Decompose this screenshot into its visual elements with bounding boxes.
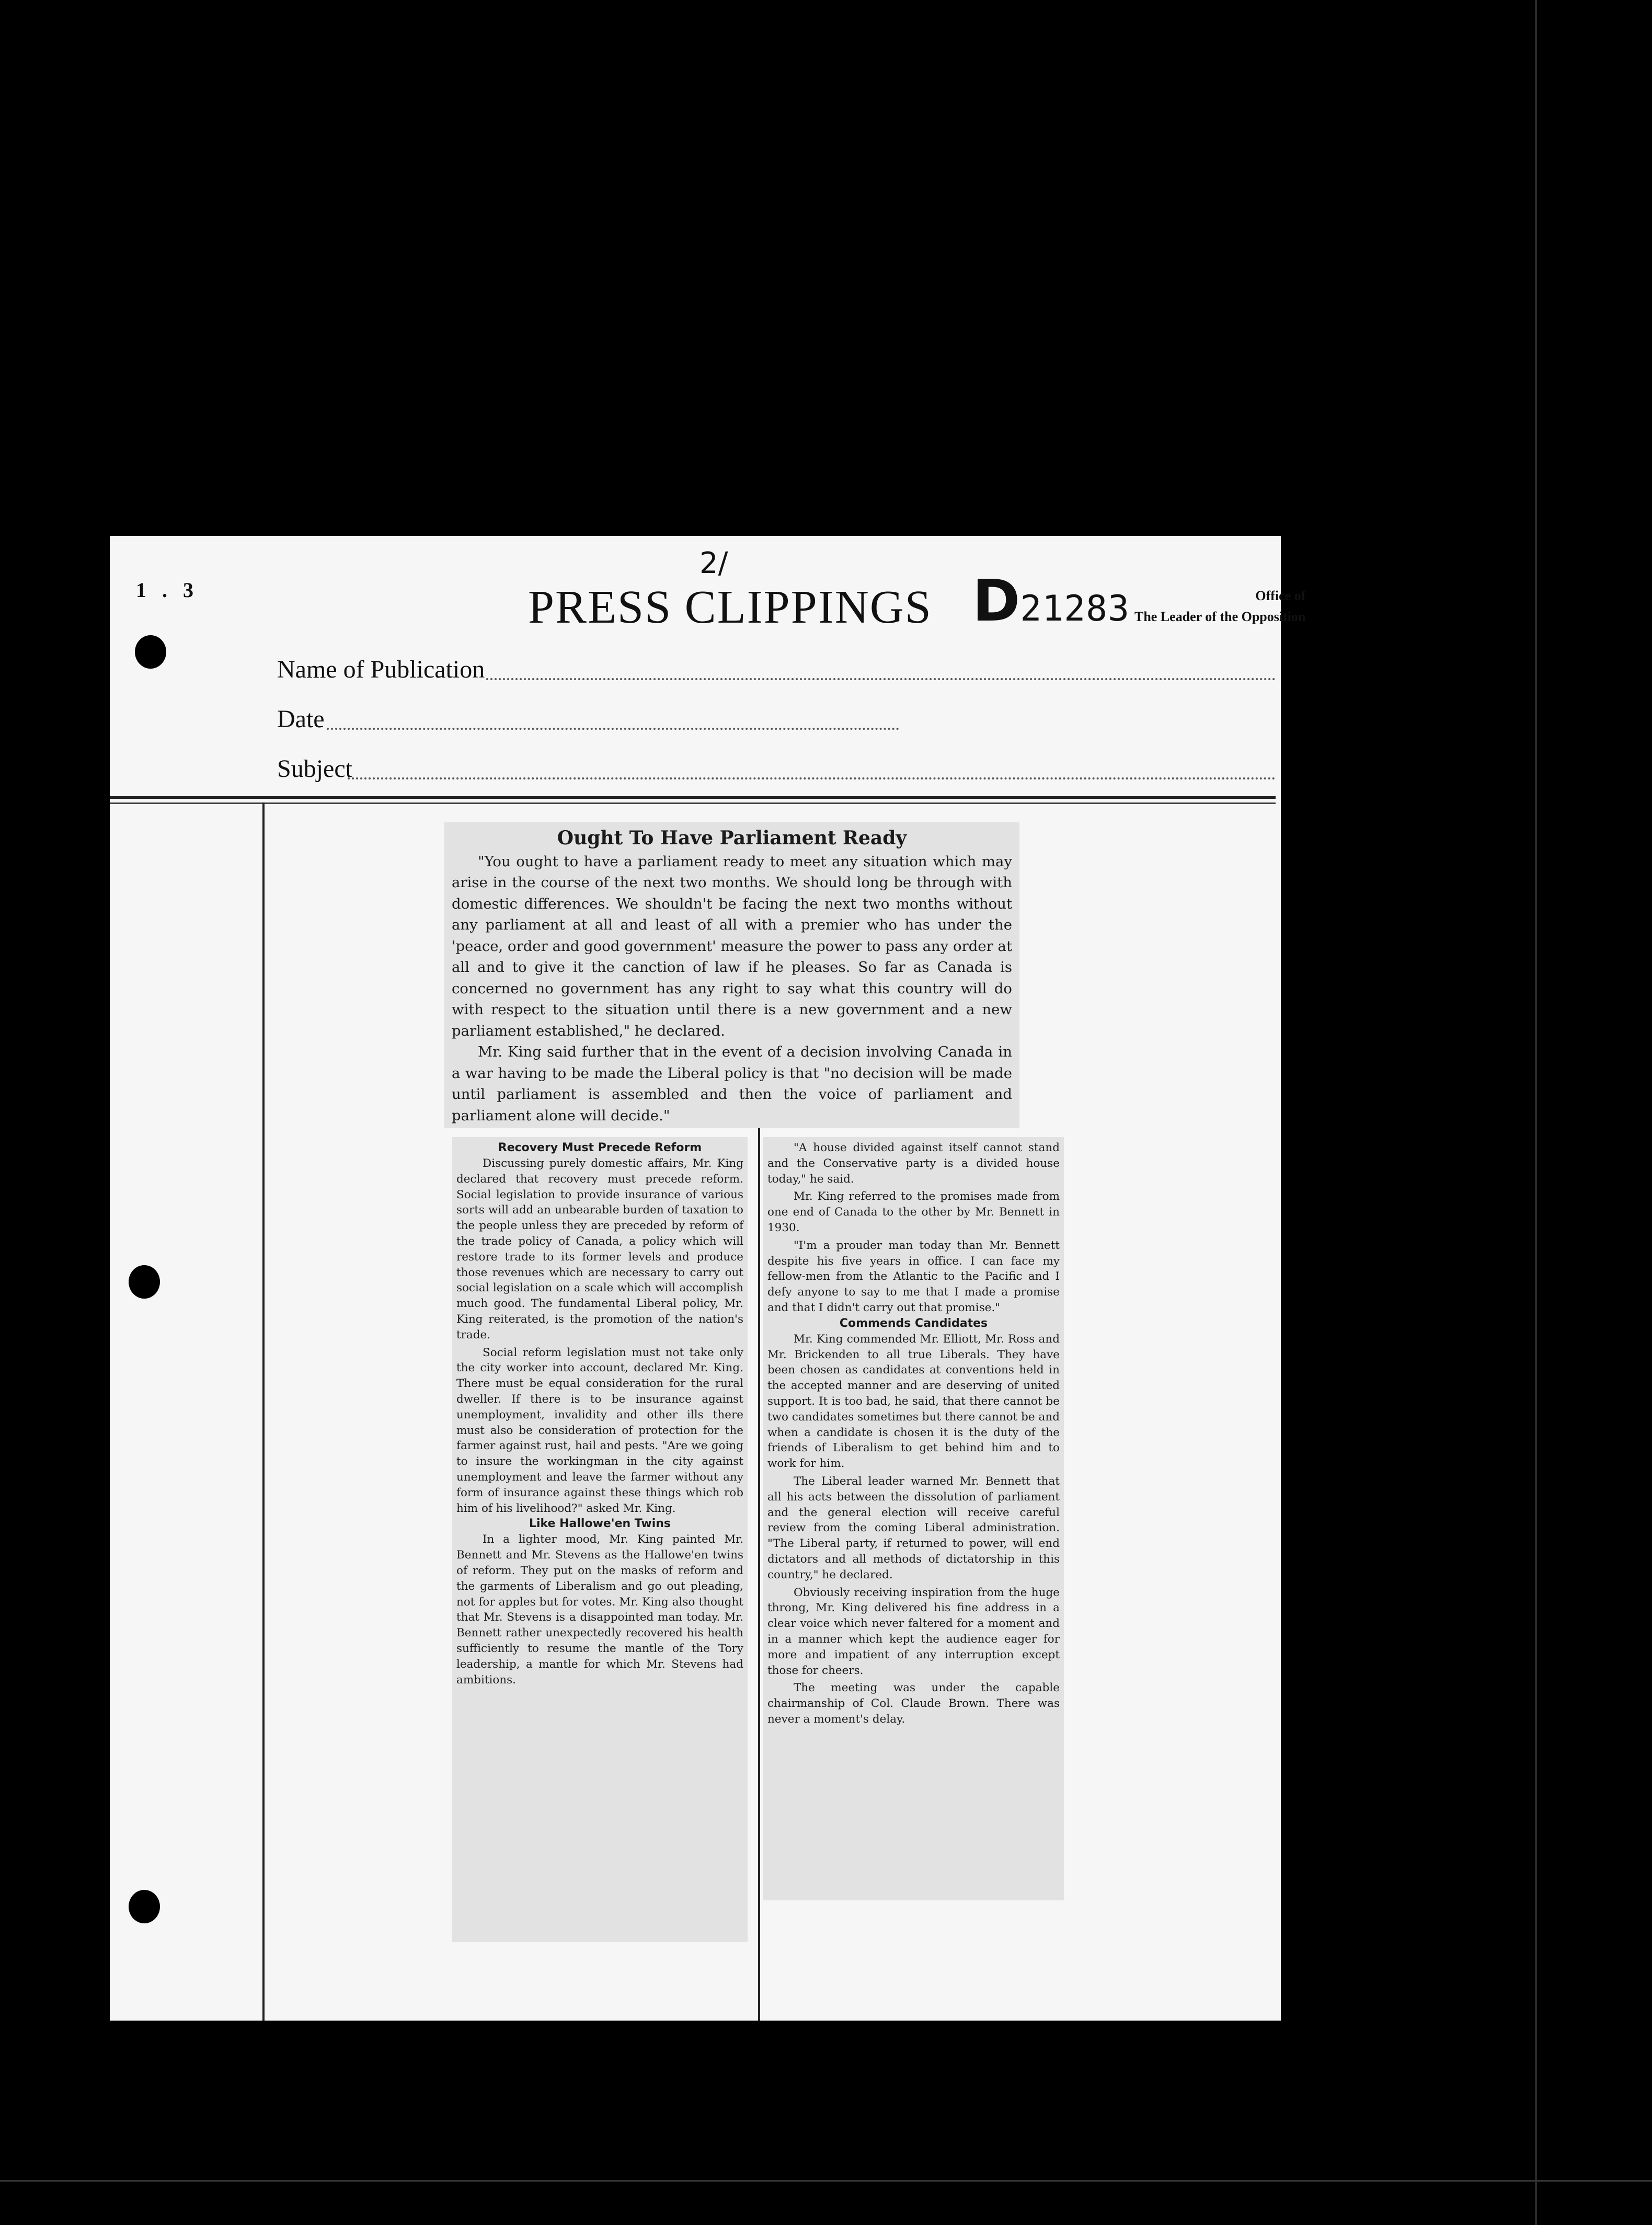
clipping-paragraph: Discussing purely domestic affairs, Mr. King declared that recovery must precede reform. Social legislation to provide insurance of various sorts will add an unbearable burden of taxation to the people unless they are preceded by reform of the trade policy of Canada, a policy which will restore trade to its former levels and produce those revenues which are necessary to carry out social legislation on a scale which will accomplish much good. The fundamental Liberal policy, Mr. King reiterated, is the promotion of the nation's trade. bbox=[456, 1157, 743, 1341]
date-label: Date bbox=[277, 705, 325, 733]
press-clipping-sheet bbox=[110, 536, 1306, 2021]
subheading: Commends Candidates bbox=[839, 1316, 988, 1330]
page-title: PRESS CLIPPINGS bbox=[528, 581, 932, 633]
clipping-paragraph: Mr. King commended Mr. Elliott, Mr. Ross and Mr. Brickenden to all true Liberals. They have been chosen as candidates at conventions held in the accepted manner and are deserving of united support. It is too bad, he said, that there cannot be two candidates sometimes but there cannot be and when a candidate is chosen it is the duty of the friends of Liberalism to get behind him and to work for him. bbox=[767, 1332, 1060, 1471]
clipping-paragraph: Social reform legislation must not take only the city worker into account, declared Mr. King. There must be equal consideration for the rural dweller. If there is to be insurance against unemployment, invalidity and other ills there must also be consideration of protection for the farmer against rust, hail and pests. "Are we going to insure the workingman in the city against unemployment and leave the farmer without any form of insurance against these things which rob him of his livelihood?" asked Mr. King. bbox=[456, 1346, 743, 1515]
publication-label: Name of Publication bbox=[277, 656, 485, 683]
clipping-paragraph: Obviously receiving inspiration from the huge throng, Mr. King delivered his fine address in a clear voice which never faltered for a moment and in a manner which kept the audience eager for more and impatient of any interruption except those for cheers. bbox=[767, 1586, 1060, 1677]
office-line-1: Office of bbox=[1255, 588, 1306, 603]
clipping-paragraph: "I'm a prouder man today than Mr. Bennett despite his five years in office. I can face my fellow-men from the Atlantic to the Pacific and I defy anyone to say to me that I made a promise and that I didn't carry out that promise." bbox=[767, 1238, 1060, 1314]
document-number bbox=[972, 567, 1130, 634]
office-label bbox=[1134, 586, 1305, 628]
corner-note: 1 . 3 bbox=[136, 578, 199, 602]
subheading: Recovery Must Precede Reform bbox=[498, 1141, 702, 1154]
doc-prefix: D bbox=[972, 567, 1020, 634]
punch-hole-icon bbox=[129, 1890, 160, 1923]
doc-number: 21283 bbox=[1020, 588, 1130, 629]
clipping-top bbox=[444, 822, 1019, 1128]
subheading: Like Hallowe'en Twins bbox=[529, 1517, 671, 1531]
header-divider-thin bbox=[110, 802, 1276, 804]
subject-label: Subject bbox=[277, 755, 352, 783]
subject-field-line bbox=[348, 777, 1276, 779]
clipping-right-column bbox=[763, 1137, 1064, 1900]
clipping-paragraph: "You ought to have a parliament ready to meet any situation which may arise in the course of the next two months. We should long be through with domestic differences. We shouldn't be facing the next two months without any parliament at all and least of all with a premier who has under the 'peace, order and good government' measure the power to pass any order at all and to give it the canction of law if he pleases. So far as Canada is concerned no government has any right to say what this country will do with respect to the situation until there is a new government and a new parliament established," he declared. bbox=[452, 853, 1012, 1039]
column-rule bbox=[758, 1121, 760, 2021]
handwritten-mark: 2/ bbox=[699, 546, 728, 580]
clipping-paragraph: Mr. King referred to the promises made from one end of Canada to the other by Mr. Bennett in 1930. bbox=[767, 1190, 1060, 1234]
clipping-paragraph: The Liberal leader warned Mr. Bennett that all his acts between the dissolution of parliament and the general election will receive careful review from the coming Liberal administration. "The Liberal party, if returned to power, will end dictators and all methods of dictatorship in this country," he declared. bbox=[767, 1474, 1060, 1581]
scan-edge-line bbox=[1535, 0, 1537, 2225]
publication-field-line bbox=[486, 678, 1276, 680]
clipping-paragraph: Mr. King said further that in the event of a decision involving Canada in a war having to be made the Liberal policy is that "no decision will be made until parliament is assembled and then the voice of parliament and parliament alone will decide." bbox=[452, 1043, 1012, 1124]
clipping-paragraph: In a lighter mood, Mr. King painted Mr. Bennett and Mr. Stevens as the Hallowe'en twins of reform. They put on the masks of reform and the garments of Liberalism and go out pleading, not for apples but for votes. Mr. King also thought that Mr. Stevens is a disappointed man today. Mr. Bennett rather unexpectedly recovered his health sufficiently to resume the mantle of the Tory leadership, a mantle for which Mr. Stevens had ambitions. bbox=[456, 1533, 743, 1687]
office-line-2: The Leader of the Opposition bbox=[1134, 609, 1306, 625]
punch-hole-icon bbox=[135, 635, 166, 669]
clipping-paragraph: The meeting was under the capable chairmanship of Col. Claude Brown. There was never a moment's delay. bbox=[767, 1681, 1060, 1726]
scan-bottom-line bbox=[0, 2180, 1652, 2182]
margin-rule bbox=[262, 802, 265, 2021]
clipping-headline: Ought To Have Parliament Ready bbox=[557, 827, 907, 849]
clipping-paragraph: "A house divided against itself cannot stand and the Conservative party is a divided house today," he said. bbox=[767, 1141, 1060, 1186]
date-field-line bbox=[327, 728, 899, 730]
punch-hole-icon bbox=[129, 1265, 160, 1299]
clipping-left-column bbox=[452, 1137, 748, 1942]
header-divider bbox=[110, 796, 1276, 799]
